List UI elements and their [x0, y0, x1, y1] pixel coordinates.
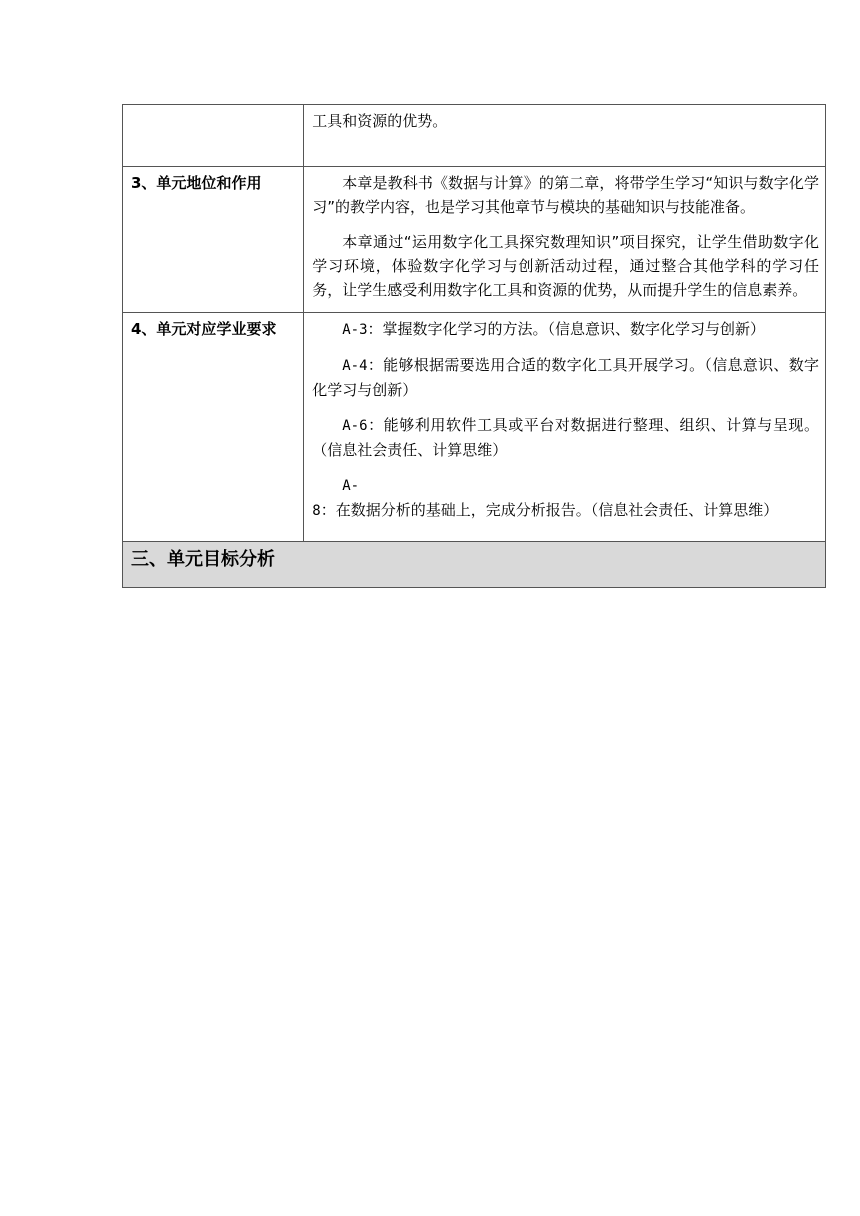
requirement-code: A-8: [312, 478, 360, 519]
continuation-row: [123, 105, 826, 167]
unit-position-paragraph-1: 本章是教科书《数据与计算》的第二章，将带学生学习“知识与数字化学习”的教学内容，也是学习其他章节与模块的基础知识与技能准备。: [312, 174, 819, 216]
unit-requirements-row: [123, 313, 826, 542]
section-heading-row: [123, 542, 826, 588]
continuation-content-cell: [304, 105, 826, 167]
requirement-code: A-4: [342, 358, 368, 374]
unit-position-content: [304, 167, 826, 313]
requirement-text: ：能够利用软件工具或平台对数据进行整理、组织、计算与呈现。（信息社会责任、计算思维）: [312, 416, 819, 459]
requirement-text: ：能够根据需要选用合适的数字化工具开展学习。（信息意识、数字化学习与创新）: [312, 356, 819, 399]
unit-position-paragraph-2: 本章通过“运用数字化工具探究数理知识”项目探究，让学生借助数字化学习环境，体验数字化学习与创新活动过程，通过整合其他学科的学习任务，让学生感受利用数字化工具和资源的优势，从而提升学生的信息素养。: [312, 233, 819, 299]
requirement-code: A-6: [342, 418, 368, 434]
unit-analysis-table: [122, 104, 826, 588]
continuation-text: 工具和资源的优势。: [312, 112, 448, 130]
unit-requirements-content: [304, 313, 826, 542]
requirement-item: [312, 413, 819, 462]
unit-position-row: [123, 167, 826, 313]
requirement-item: [312, 317, 819, 342]
section-heading: 三、单元目标分析: [123, 542, 826, 588]
requirement-code: A-3: [342, 322, 368, 338]
unit-requirements-label: 4、单元对应学业要求: [123, 313, 304, 542]
requirement-text: ：掌握数字化学习的方法。（信息意识、数字化学习与创新）: [367, 320, 766, 338]
requirement-item: [312, 353, 819, 402]
unit-position-label: 3、单元地位和作用: [123, 167, 304, 313]
requirement-item: [312, 473, 819, 523]
requirement-text: ：在数据分析的基础上，完成分析报告。（信息社会责任、计算思维）: [320, 501, 779, 519]
continuation-label-cell: [123, 105, 304, 167]
